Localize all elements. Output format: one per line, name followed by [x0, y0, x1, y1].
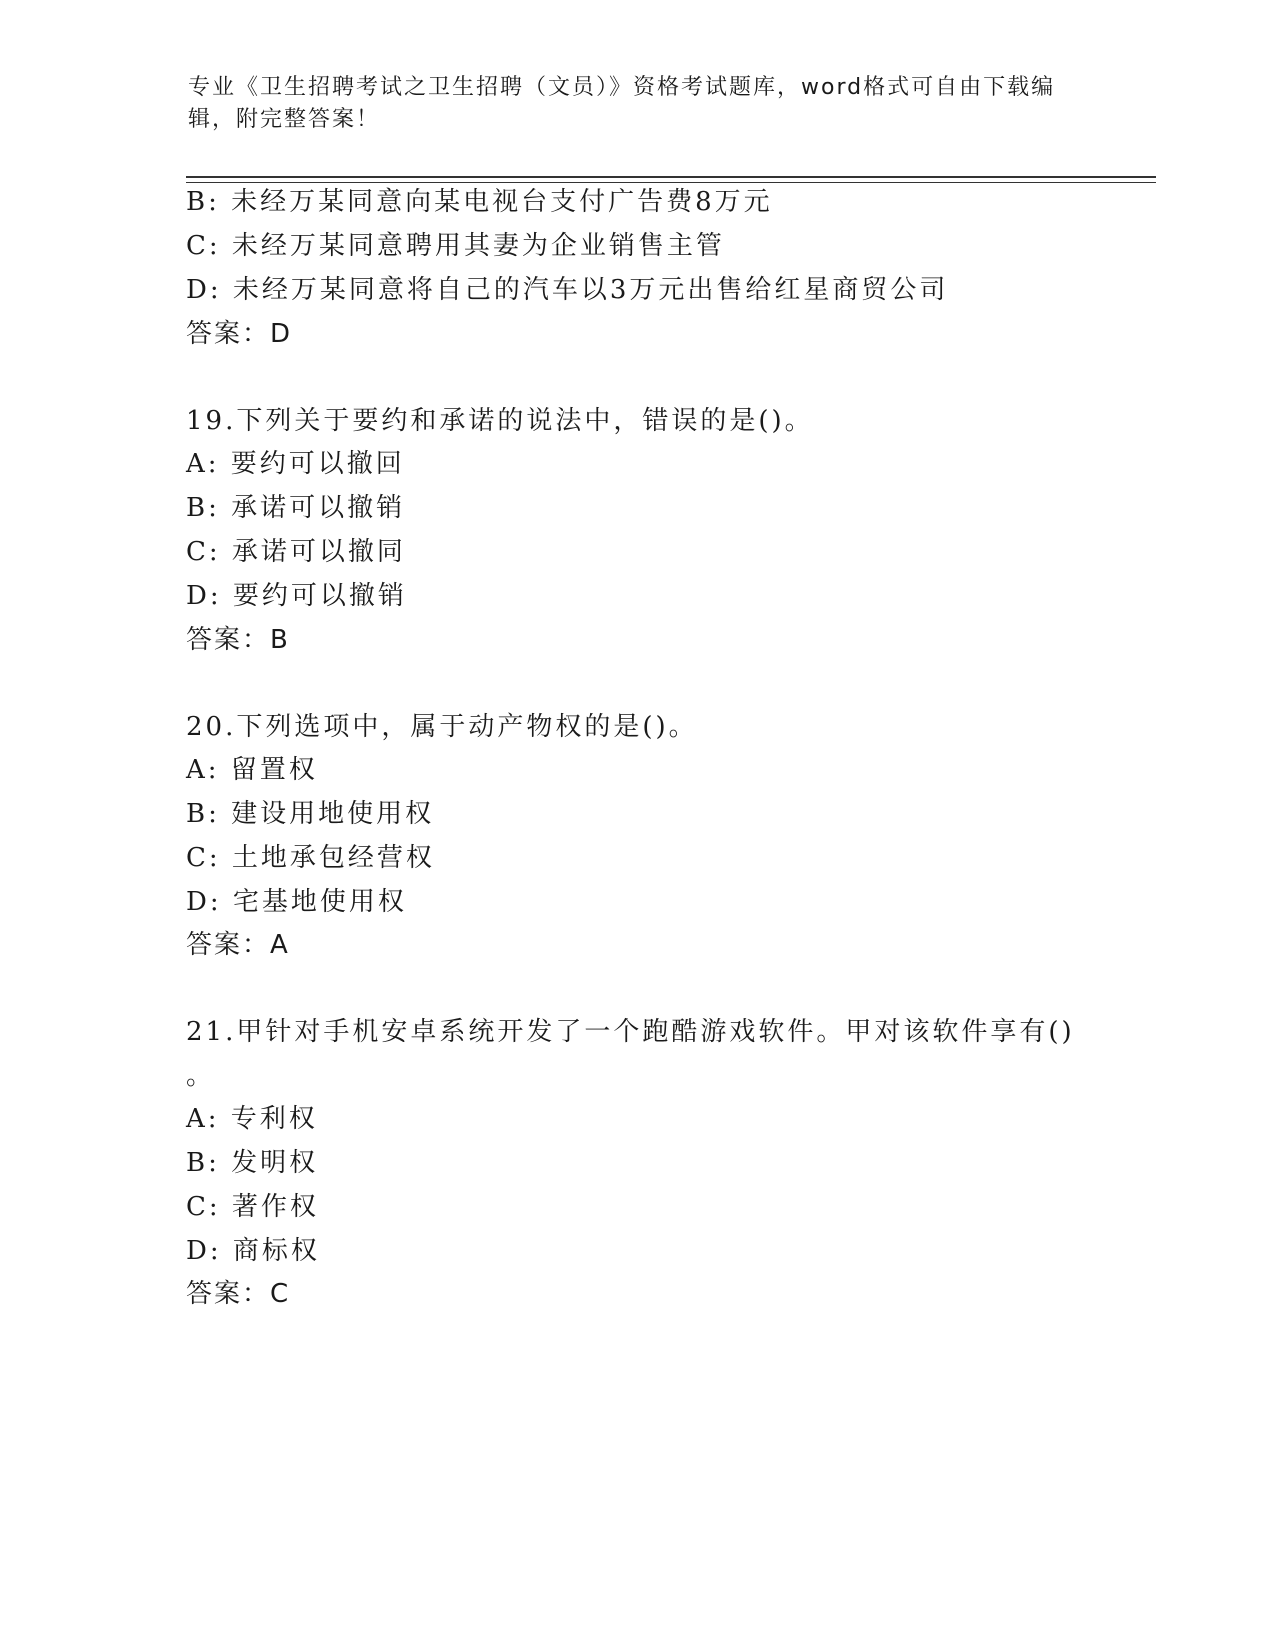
q19-answer: 答案：B	[186, 625, 290, 655]
q19-option-b: B: 承诺可以撤销	[186, 493, 406, 523]
q21-option-c: C: 著作权	[186, 1192, 319, 1222]
answer-line: 答案：D	[186, 319, 293, 349]
q19-option-a: A: 要约可以撤回	[186, 449, 405, 479]
q19-option-c: C: 承诺可以撤同	[186, 537, 406, 567]
q20-option-c: C: 土地承包经营权	[186, 843, 435, 873]
q20-answer: 答案：A	[186, 930, 290, 960]
q21-option-a: A: 专利权	[186, 1104, 318, 1134]
q21-option-d: D: 商标权	[186, 1236, 320, 1266]
question-21-stem: 21.甲针对手机安卓系统开发了一个跑酷游戏软件。甲对该软件享有()	[186, 1017, 1075, 1047]
question-20-stem: 20.下列选项中，属于动产物权的是()。	[186, 712, 698, 742]
option-d: D: 未经万某同意将自己的汽车以3万元出售给红星商贸公司	[186, 275, 949, 305]
header-divider	[186, 176, 1156, 183]
question-21-stem-continued: 。	[186, 1061, 216, 1091]
q19-option-d: D: 要约可以撤销	[186, 581, 407, 611]
question-19-stem: 19.下列关于要约和承诺的说法中，错误的是()。	[186, 406, 814, 436]
option-b: B: 未经万某同意向某电视台支付广告费8万元	[186, 187, 773, 217]
option-c: C: 未经万某同意聘用其妻为企业销售主管	[186, 231, 725, 261]
q20-option-d: D: 宅基地使用权	[186, 887, 407, 917]
q20-option-a: A: 留置权	[186, 755, 318, 785]
q21-answer: 答案：C	[186, 1279, 291, 1309]
q21-option-b: B: 发明权	[186, 1148, 319, 1178]
document-header: 专业《卫生招聘考试之卫生招聘（文员）》资格考试题库，word格式可自由下载编辑，附完整答案！	[188, 75, 1056, 132]
q20-option-b: B: 建设用地使用权	[186, 799, 435, 829]
